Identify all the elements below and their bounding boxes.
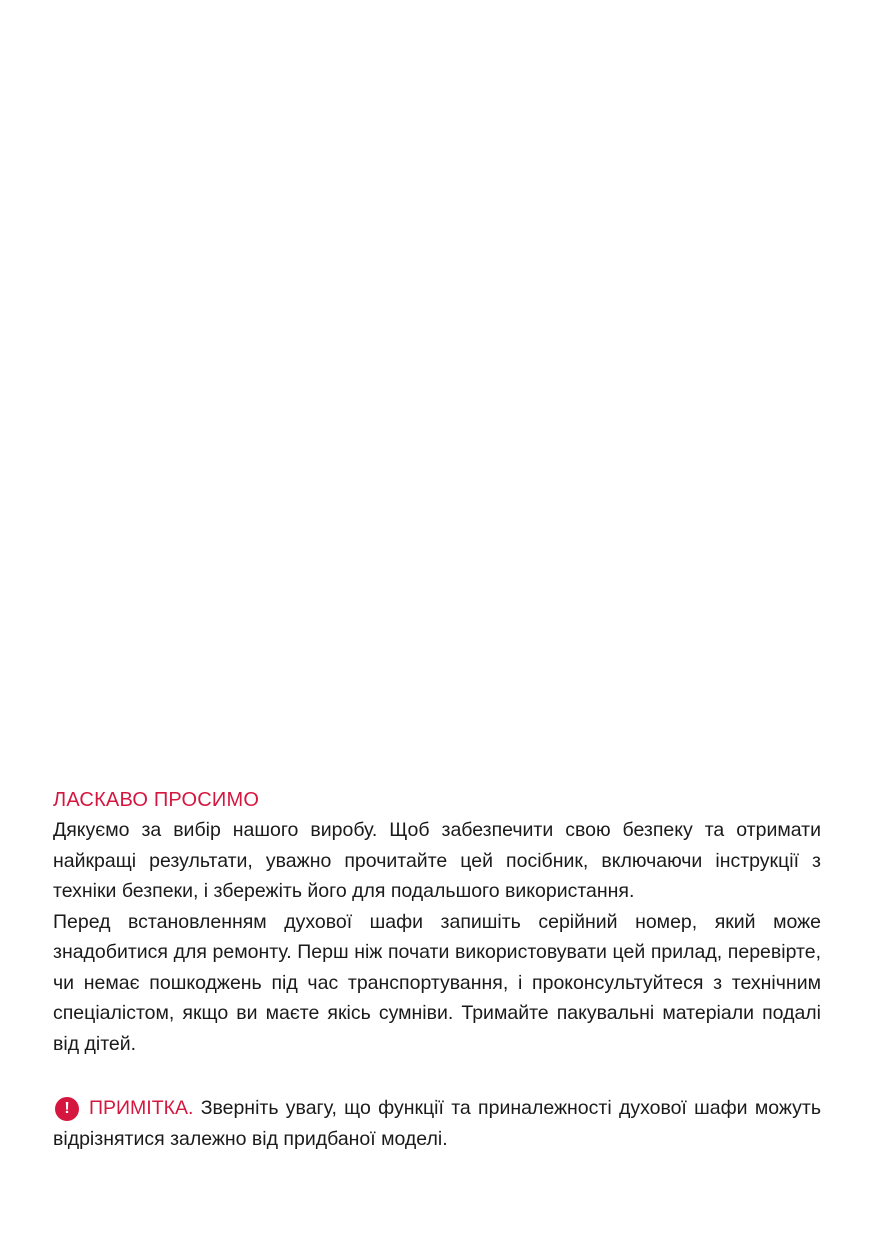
welcome-section (53, 785, 821, 1155)
welcome-paragraph-intro: Дякуємо за вибір нашого виробу. Щоб забезпечити свою безпеку та отримати найкращі результати, уважно прочитайте цей посібник, включаючи інструкції з техніки безпеки, і збережіть його для подальшого використання. (53, 819, 821, 902)
welcome-heading: ЛАСКАВО ПРОСИМО (53, 789, 260, 811)
note-text: Зверніть увагу, що функції та приналежності духової шафи можуть відрізнятися залежно від придбаної моделі. (53, 1097, 821, 1150)
note-block (53, 1093, 821, 1155)
note-label: ПРИМІТКА. (89, 1097, 194, 1119)
exclamation-circle-icon: ! (55, 1097, 79, 1121)
welcome-paragraph-installation: Перед встановленням духової шафи запишіть серійний номер, який може знадобитися для ремонту. Перш ніж почати використовувати цей прилад, перевірте, чи немає пошкоджень під час транспортування, і проконсультуйтеся з технічним спеціалістом, якщо ви маєте якісь сумніви. Тримайте пакувальні матеріали подалі від дітей. (53, 910, 821, 1055)
